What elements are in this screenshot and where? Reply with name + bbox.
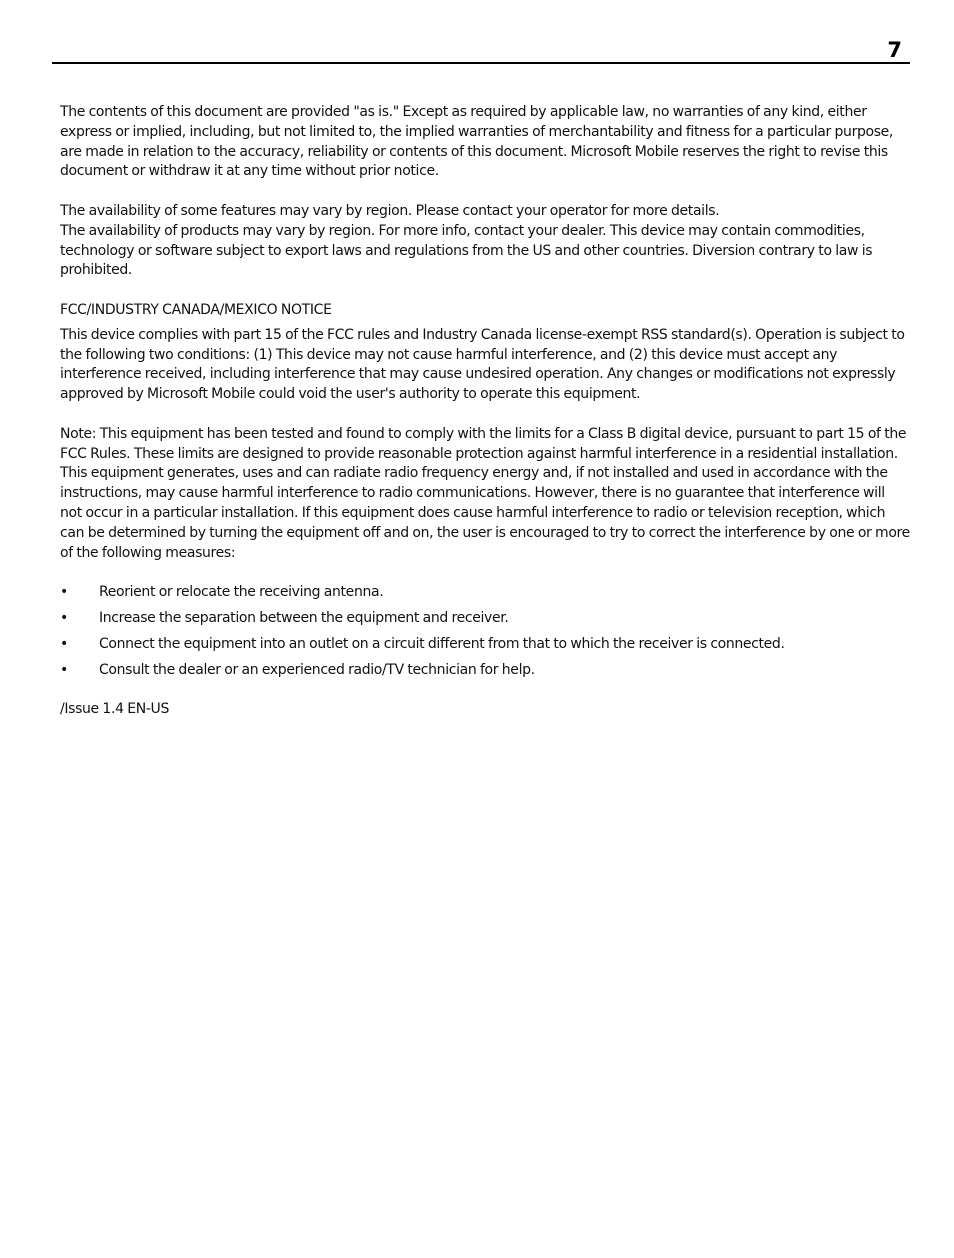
list-item-text: Consult the dealer or an experienced radio/TV technician for help.	[99, 662, 535, 679]
list-item	[60, 661, 910, 687]
list-item-text: Connect the equipment into an outlet on a circuit different from that to which the receiver is connected.	[99, 636, 785, 653]
product-availability-paragraph: The availability of products may vary by region. For more info, contact your dealer. This device may contain commodities, technology or software subject to export laws and regulations from the US and other countries. Diversion contrary to law is prohibited.	[60, 222, 873, 279]
feature-availability-paragraph: The availability of some features may vary by region. Please contact your operator for more details.	[60, 202, 720, 219]
list-item	[60, 583, 910, 609]
fcc-note-paragraph: Note: This equipment has been tested and found to comply with the limits for a Class B digital device, pursuant to part 15 of the FCC Rules. These limits are designed to provide reasonable protection against harmful interference in a residential installation. This equipment generates, uses and can radiate radio frequency energy and, if not installed and used in accordance with the instructions, may cause harmful interference to radio communications. However, there is no guarantee that interference will not occur in a particular installation. If this equipment does cause harmful interference to radio or television reception, which can be determined by turning the equipment off and on, the user is encouraged to try to correct the interference by one or more of the following measures:	[60, 425, 910, 561]
page-number: 7	[887, 38, 902, 62]
list-item	[60, 635, 910, 661]
bullet-icon: •	[60, 584, 68, 601]
list-item-text: Reorient or relocate the receiving antenna.	[99, 584, 384, 601]
legal-disclaimer-paragraph: The contents of this document are provided "as is." Except as required by applicable law, no warranties of any kind, either express or implied, including, but not limited to, the implied warranties of merchantability and fitness for a particular purpose, are made in relation to the accuracy, reliability or contents of this document. Microsoft Mobile reserves the right to revise this document or withdraw it at any time without prior notice.	[60, 104, 894, 180]
bullet-icon: •	[60, 610, 68, 627]
fcc-notice-heading: FCC/INDUSTRY CANADA/MEXICO NOTICE	[60, 301, 332, 318]
list-item	[60, 609, 910, 635]
issue-version-label: /Issue 1.4 EN-US	[60, 701, 169, 718]
fcc-compliance-paragraph: This device complies with part 15 of the FCC rules and Industry Canada license-exempt RSS standard(s). Operation is subject to the following two conditions: (1) This device may not cause harmful interference, and (2) this device must accept any interference received, including interference that may cause undesired operation. Any changes or modifications not expressly approved by Microsoft Mobile could void the user's authority to operate this equipment.	[60, 326, 905, 403]
bullet-icon: •	[60, 636, 68, 653]
page-header	[52, 36, 910, 64]
document-body	[60, 103, 910, 720]
list-item-text: Increase the separation between the equipment and receiver.	[99, 610, 509, 627]
interference-measures-list	[60, 583, 910, 687]
bullet-icon: •	[60, 662, 68, 679]
